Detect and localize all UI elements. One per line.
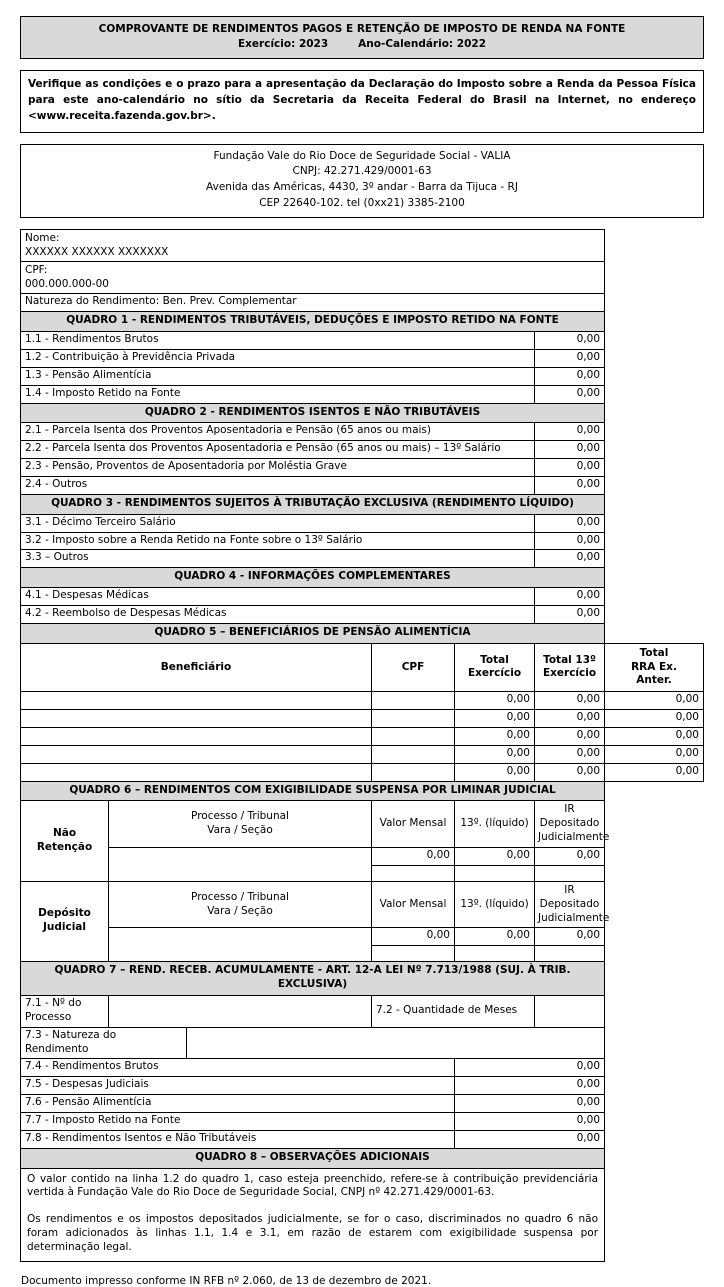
table-row	[21, 1077, 704, 1095]
quadro6-block1-label-l1: Não	[52, 826, 77, 839]
table-row	[21, 476, 704, 494]
quadro5-col-cpf: CPF	[372, 643, 455, 692]
table-row	[21, 367, 704, 385]
quadro2-row-3-value: 0,00	[535, 459, 605, 477]
quadro7-row-2-label: 7.5 - Despesas Judiciais	[21, 1077, 455, 1095]
quadro5-col-total-13-exercicio: Total 13º Exercício	[535, 643, 605, 692]
quadro5-column-header-row	[21, 643, 704, 692]
table-row	[21, 532, 704, 550]
quadro3-header-row	[21, 494, 704, 514]
quadro6-block2-label	[21, 881, 109, 961]
quadro6-block2-value-row	[21, 928, 704, 946]
quadro5-row-5-total-rra: 0,00	[605, 763, 704, 781]
quadro7-row-4-value: 0,00	[455, 1113, 605, 1131]
quadro3-row-1-label: 3.1 - Décimo Terceiro Salário	[21, 514, 535, 532]
quadro6-block1-spacer-3	[535, 865, 605, 881]
quadro2-row-3-label: 2.3 - Pensão, Proventos de Aposentadoria por Moléstia Grave	[21, 459, 535, 477]
quadro8-title: QUADRO 8 – OBSERVAÇÕES ADICIONAIS	[21, 1148, 605, 1168]
quadro5-row-3-total-rra: 0,00	[605, 728, 704, 746]
quadro5-row-2-total-13: 0,00	[535, 710, 605, 728]
quadro8-content-row	[21, 1168, 704, 1261]
quadro6-col2-ir-depositado	[535, 881, 610, 928]
quadro2-row-2-label: 2.2 - Parcela Isenta dos Proventos Aposentadoria e Pensão (65 anos ou mais) – 13º Salário	[21, 441, 535, 459]
quadro5-row-1-cpf[interactable]	[372, 692, 455, 710]
quadro6-col2-valor-mensal: Valor Mensal	[372, 881, 455, 928]
quadro4-row-1-label: 4.1 - Despesas Médicas	[21, 588, 535, 606]
quadro5-row-4-total-exercicio: 0,00	[455, 745, 535, 763]
quadro2-row-1-label: 2.1 - Parcela Isenta dos Proventos Aposentadoria e Pensão (65 anos ou mais)	[21, 423, 535, 441]
quadro1-row-2-label: 1.2 - Contribuição à Previdência Privada	[21, 349, 535, 367]
company-info-box	[20, 144, 704, 218]
quadro1-row-1-label: 1.1 - Rendimentos Brutos	[21, 332, 535, 350]
quadro5-title: QUADRO 5 – BENEFICIÁRIOS DE PENSÃO ALIMENTÍCIA	[21, 623, 605, 643]
quadro2-title: QUADRO 2 - RENDIMENTOS ISENTOS E NÃO TRIBUTÁVEIS	[21, 403, 605, 423]
quadro6-block1-ir-depositado: 0,00	[535, 848, 605, 866]
natureza-rendimento: Natureza do Rendimento: Ben. Prev. Complementar	[21, 294, 605, 312]
table-row	[21, 1130, 704, 1148]
quadro6-block2-label-l1: Depósito	[38, 907, 91, 920]
table-row	[21, 349, 704, 367]
quadro6-block2-spacer-2	[455, 946, 535, 962]
table-row	[21, 332, 704, 350]
quadro7-title: QUADRO 7 – REND. RECEB. ACUMULAMENTE - ART. 12-A LEI Nº 7.713/1988 (SUJ. À TRIB. EXCLUSIVA)	[21, 962, 605, 996]
quadro5-row-3-beneficiario[interactable]	[21, 728, 372, 746]
quadro6-block1-label	[21, 801, 109, 881]
table-row	[21, 1059, 704, 1077]
quadro2-row-1-value: 0,00	[535, 423, 605, 441]
quadro6-col2-processo	[109, 881, 372, 928]
quadro5-row-5-total-13: 0,00	[535, 763, 605, 781]
quadro7-row-5-label: 7.8 - Rendimentos Isentos e Não Tributáveis	[21, 1130, 455, 1148]
quadro6-col-processo	[109, 801, 372, 848]
quadro7-row-3-label: 7.6 - Pensão Alimentícia	[21, 1095, 455, 1113]
quadro7-row-3-value: 0,00	[455, 1095, 605, 1113]
quadro5-row-1-beneficiario[interactable]	[21, 692, 372, 710]
quadro7-natureza-row	[21, 1027, 704, 1059]
quadro6-col-ir-depositado	[535, 801, 610, 848]
quadro6-block2-spacer-1	[372, 946, 455, 962]
quadro6-col-processo-l1: Processo / Tribunal	[191, 810, 289, 823]
quadro5-col-total-exercicio: Total Exercício	[455, 643, 535, 692]
quadro5-row-5-total-exercicio: 0,00	[455, 763, 535, 781]
company-name: Fundação Vale do Rio Doce de Seguridade Social - VALIA	[213, 149, 511, 162]
quadro1-header-row	[21, 312, 704, 332]
ano-calendario-label: Ano-Calendário: 2022	[358, 38, 487, 51]
quadro7-processo-row	[21, 996, 704, 1028]
identification-row-natureza	[21, 294, 704, 312]
cpf-value: 000.000.000-00	[25, 278, 109, 291]
quadro6-col2-13-liquido: 13º. (líquido)	[455, 881, 535, 928]
table-row	[21, 1095, 704, 1113]
table-row	[21, 423, 704, 441]
quadro4-row-2-value: 0,00	[535, 605, 605, 623]
quadro5-header-row	[21, 623, 704, 643]
quadro5-row-1-total-rra: 0,00	[605, 692, 704, 710]
quadro3-row-3-label: 3.3 – Outros	[21, 550, 535, 568]
quadro7-meses-value[interactable]	[535, 996, 605, 1028]
nome-cell	[21, 229, 605, 261]
quadro5-row-3-total-13: 0,00	[535, 728, 605, 746]
document-title: COMPROVANTE DE RENDIMENTOS PAGOS E RETENÇÃO DE IMPOSTO DE RENDA NA FONTE	[98, 23, 626, 35]
quadro6-col2-processo-l2: Vara / Seção	[207, 904, 273, 917]
quadro3-row-1-value: 0,00	[535, 514, 605, 532]
quadro5-row-4-cpf[interactable]	[372, 745, 455, 763]
quadro6-col-ir-l1: IR Depositado	[539, 803, 600, 830]
quadro2-row-4-value: 0,00	[535, 476, 605, 494]
document-title-subline	[25, 37, 699, 52]
quadro5-row-5-cpf[interactable]	[372, 763, 455, 781]
quadro2-row-4-label: 2.4 - Outros	[21, 476, 535, 494]
quadro5-row-1-total-13: 0,00	[535, 692, 605, 710]
table-row	[21, 459, 704, 477]
quadro6-block2-processo-value[interactable]	[109, 928, 372, 962]
quadro6-block2-header-row	[21, 881, 704, 928]
quadro6-col2-ir-l2: Judicialmente	[538, 911, 610, 924]
quadro3-title: QUADRO 3 - RENDIMENTOS SUJEITOS À TRIBUTAÇÃO EXCLUSIVA (RENDIMENTO LÍQUIDO)	[21, 494, 605, 514]
quadro7-header-row	[21, 962, 704, 996]
quadro6-title: QUADRO 6 – RENDIMENTOS COM EXIGIBILIDADE SUSPENSA POR LIMINAR JUDICIAL	[21, 781, 605, 801]
cpf-cell	[21, 262, 605, 294]
quadro7-row-5-value: 0,00	[455, 1130, 605, 1148]
quadro1-row-3-value: 0,00	[535, 367, 605, 385]
quadro5-row-4-total-13: 0,00	[535, 745, 605, 763]
quadro5-col-total-rra: Total RRA Ex. Anter.	[605, 643, 704, 692]
table-row	[21, 1113, 704, 1131]
table-row	[21, 514, 704, 532]
table-row	[21, 550, 704, 568]
document-title-box	[20, 16, 704, 59]
quadro7-processo-value[interactable]	[109, 996, 372, 1028]
quadro6-block2-13-liquido: 0,00	[455, 928, 535, 946]
quadro5-col-beneficiario: Beneficiário	[21, 643, 372, 692]
quadro4-row-2-label: 4.2 - Reembolso de Despesas Médicas	[21, 605, 535, 623]
quadro1-row-4-label: 1.4 - Imposto Retido na Fonte	[21, 385, 535, 403]
quadro5-row-3-cpf[interactable]	[372, 728, 455, 746]
quadro4-header-row	[21, 568, 704, 588]
quadro7-row-1-value: 0,00	[455, 1059, 605, 1077]
table-row	[21, 441, 704, 459]
quadro5-row-5-beneficiario[interactable]	[21, 763, 372, 781]
quadro7-natureza-value[interactable]	[187, 1027, 605, 1059]
nome-value: XXXXXX XXXXXX XXXXXXX	[25, 245, 169, 258]
quadro6-col2-processo-l1: Processo / Tribunal	[191, 890, 289, 903]
company-cep-phone: CEP 22640-102. tel (0xx21) 3385-2100	[259, 196, 465, 209]
quadro6-block1-13-liquido: 0,00	[455, 848, 535, 866]
quadro7-processo-label: 7.1 - Nº do Processo	[21, 996, 109, 1028]
quadro6-block1-spacer-1	[372, 865, 455, 881]
quadro5-row-2-cpf[interactable]	[372, 710, 455, 728]
quadro6-col-valor-mensal: Valor Mensal	[372, 801, 455, 848]
quadro6-block2-valor-mensal: 0,00	[372, 928, 455, 946]
quadro7-row-1-label: 7.4 - Rendimentos Brutos	[21, 1059, 455, 1077]
quadro8-observations	[21, 1168, 605, 1261]
document-footer: Documento impresso conforme IN RFB nº 2.060, de 13 de dezembro de 2021.	[21, 1274, 432, 1287]
table-row	[21, 763, 704, 781]
quadro5-row-1-total-exercicio: 0,00	[455, 692, 535, 710]
quadro6-block2-ir-depositado: 0,00	[535, 928, 605, 946]
quadro5-row-2-total-rra: 0,00	[605, 710, 704, 728]
quadro1-row-3-label: 1.3 - Pensão Alimentícia	[21, 367, 535, 385]
quadro6-header-row	[21, 781, 704, 801]
table-row	[21, 692, 704, 710]
table-row	[21, 385, 704, 403]
cpf-label: CPF:	[25, 264, 48, 277]
quadro7-row-2-value: 0,00	[455, 1077, 605, 1095]
quadro5-row-2-total-exercicio: 0,00	[455, 710, 535, 728]
quadro8-header-row	[21, 1148, 704, 1168]
quadro3-row-2-label: 3.2 - Imposto sobre a Renda Retido na Fonte sobre o 13º Salário	[21, 532, 535, 550]
nome-label: Nome:	[25, 231, 60, 244]
exercicio-label: Exercício: 2023	[237, 38, 329, 51]
quadro5-row-4-total-rra: 0,00	[605, 745, 704, 763]
identification-row-nome	[21, 229, 704, 261]
identification-row-cpf	[21, 262, 704, 294]
table-row	[21, 710, 704, 728]
table-row	[21, 745, 704, 763]
quadro3-row-3-value: 0,00	[535, 550, 605, 568]
quadro6-block2-spacer-3	[535, 946, 605, 962]
quadro6-col2-ir-l1: IR Depositado	[539, 883, 600, 910]
quadro6-block1-spacer-2	[455, 865, 535, 881]
quadro5-row-4-beneficiario[interactable]	[21, 745, 372, 763]
notice-box: Verifique as condições e o prazo para a apresentação da Declaração do Imposto sobre a Renda da Pessoa Física para este ano-calendário no sítio da Secretaria da Receita Federal do Brasil na Internet, no endereço <www.receita.fazenda.gov.br>.	[20, 70, 704, 132]
quadro1-row-4-value: 0,00	[535, 385, 605, 403]
quadro2-row-2-value: 0,00	[535, 441, 605, 459]
quadro8-paragraph-1: O valor contido na linha 1.2 do quadro 1, caso esteja preenchido, refere-se à contribuição previdenciária vertida à Fundação Vale do Rio Doce de Seguridade Social, CNPJ nº 42.271.429/0001-63.	[27, 1172, 599, 1199]
company-address: Avenida das Américas, 4430, 3º andar - Barra da Tijuca - RJ	[206, 181, 518, 194]
quadro6-block1-processo-value[interactable]	[109, 848, 372, 882]
quadro6-block1-label-l2: Retenção	[36, 840, 93, 853]
quadro4-row-1-value: 0,00	[535, 588, 605, 606]
quadro7-natureza-label: 7.3 - Natureza do Rendimento	[21, 1027, 187, 1059]
quadro1-title: QUADRO 1 - RENDIMENTOS TRIBUTÁVEIS, DEDUÇÕES E IMPOSTO RETIDO NA FONTE	[21, 312, 605, 332]
table-row	[21, 728, 704, 746]
company-cnpj: CNPJ: 42.271.429/0001-63	[292, 165, 432, 178]
table-row	[21, 588, 704, 606]
quadro1-row-1-value: 0,00	[535, 332, 605, 350]
quadro4-title: QUADRO 4 - INFORMAÇÕES COMPLEMENTARES	[21, 568, 605, 588]
quadro6-col-processo-l2: Vara / Seção	[207, 824, 273, 837]
quadro6-col-13-liquido: 13º. (líquido)	[455, 801, 535, 848]
quadro6-col-ir-l2: Judicialmente	[538, 831, 610, 844]
quadro7-row-4-label: 7.7 - Imposto Retido na Fonte	[21, 1113, 455, 1131]
quadro3-row-2-value: 0,00	[535, 532, 605, 550]
quadro6-block2-label-l2: Judicial	[42, 921, 86, 934]
main-document-table	[20, 229, 704, 1262]
quadro6-block1-valor-mensal: 0,00	[372, 848, 455, 866]
table-row	[21, 605, 704, 623]
quadro8-paragraph-2: Os rendimentos e os impostos depositados judicialmente, se for o caso, discriminados no quadro 6 não foram adicionados às linhas 1.1, 1.4 e 3.1, em razão de estarem com exigibilidade suspensa por determinação legal.	[27, 1213, 599, 1254]
quadro5-row-3-total-exercicio: 0,00	[455, 728, 535, 746]
quadro6-block1-header-row	[21, 801, 704, 848]
quadro7-meses-label: 7.2 - Quantidade de Meses	[372, 996, 535, 1028]
quadro5-row-2-beneficiario[interactable]	[21, 710, 372, 728]
quadro2-header-row	[21, 403, 704, 423]
quadro1-row-2-value: 0,00	[535, 349, 605, 367]
quadro6-block1-value-row	[21, 848, 704, 866]
